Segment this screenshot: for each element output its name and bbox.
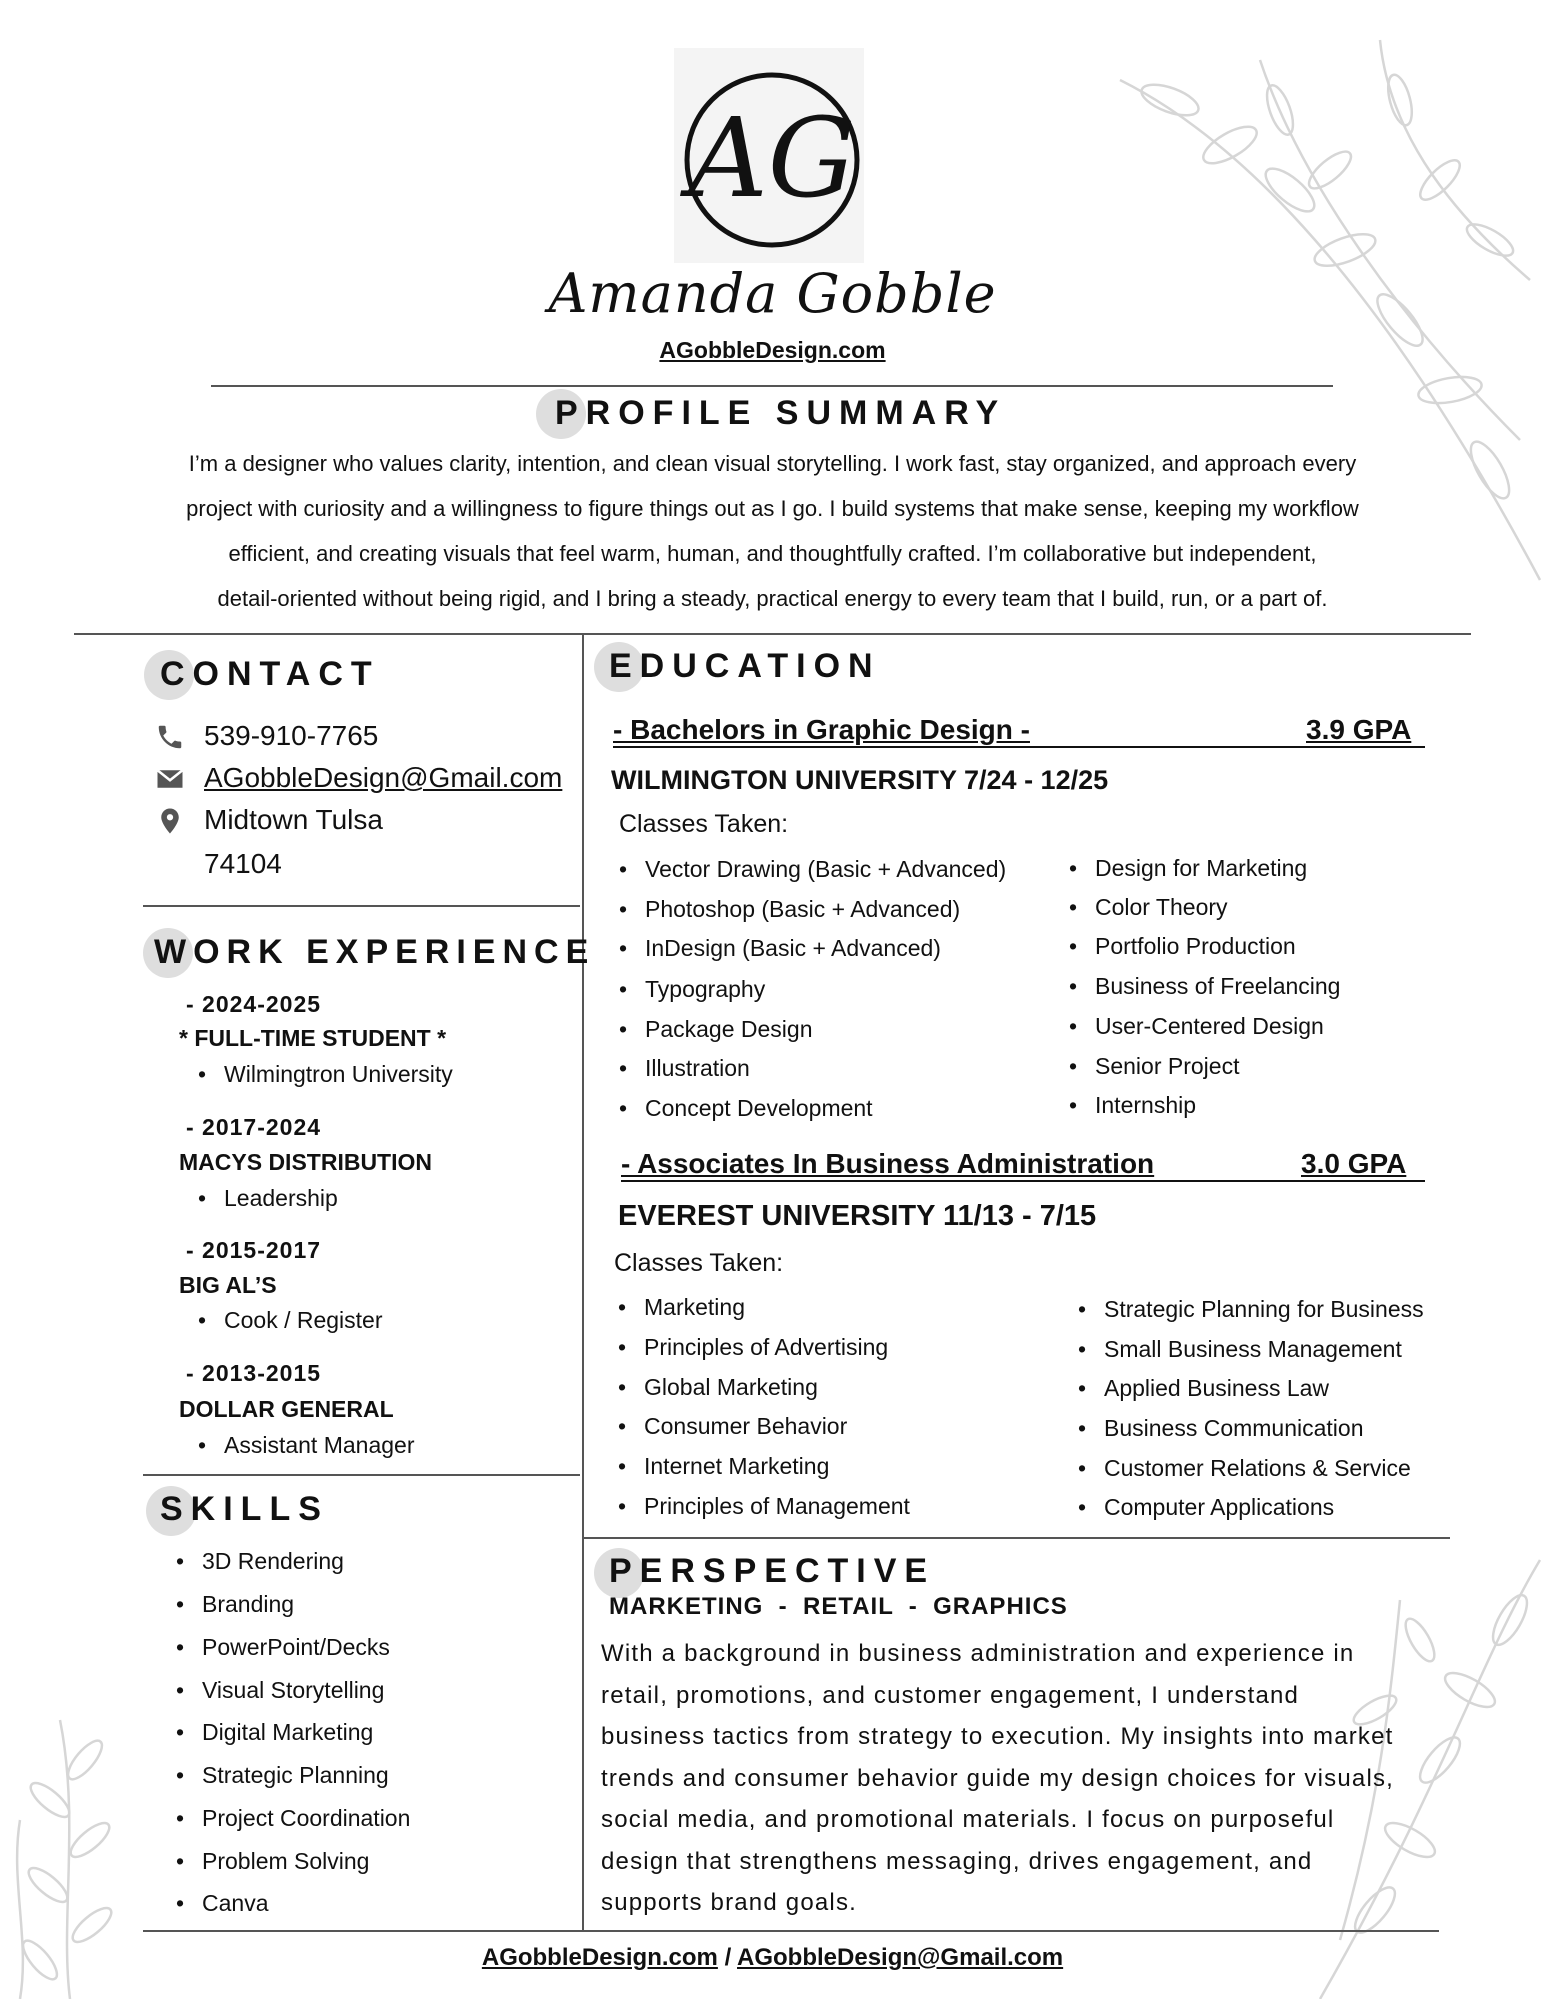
phone-icon: [155, 722, 185, 752]
skill-item: • 3D Rendering: [176, 1548, 344, 1575]
contact-divider: [143, 905, 580, 907]
work-divider: [143, 1474, 580, 1476]
skill-item: • Visual Storytelling: [176, 1677, 384, 1704]
course-item: • Photoshop (Basic + Advanced): [619, 896, 960, 923]
course-item: • Global Marketing: [618, 1374, 818, 1401]
classes-label: Classes Taken:: [619, 810, 789, 838]
footer: [0, 1944, 1545, 1972]
job-years: - 2017-2024: [186, 1114, 322, 1140]
location-pin-icon: [155, 806, 185, 836]
job-years: - 2015-2017: [186, 1237, 322, 1263]
header-divider: [211, 385, 1333, 387]
course-item: • Vector Drawing (Basic + Advanced): [619, 856, 1006, 883]
job-detail: • Cook / Register: [198, 1307, 383, 1334]
profile-summary-heading: PROFILE SUMMARY: [555, 394, 1007, 432]
classes-label: Classes Taken:: [614, 1249, 784, 1277]
job-detail: • Leadership: [198, 1185, 338, 1212]
degree-underline: [613, 746, 1425, 748]
footer-separator: /: [724, 1944, 732, 1971]
job-years: - 2024-2025: [186, 991, 322, 1017]
course-item: • Small Business Management: [1078, 1336, 1402, 1363]
work-experience-heading: WORK EXPERIENCE: [154, 933, 596, 971]
degree-gpa: 3.0 GPA: [1301, 1148, 1407, 1179]
footer-email-link[interactable]: AGobbleDesign@Gmail.com: [737, 1944, 1064, 1971]
skill-item: • Problem Solving: [176, 1848, 369, 1875]
course-item: • Applied Business Law: [1078, 1375, 1329, 1402]
course-item: • Business Communication: [1078, 1415, 1364, 1442]
skill-item: • Strategic Planning: [176, 1762, 389, 1789]
course-item: • Computer Applications: [1078, 1494, 1334, 1521]
location-line-1: Midtown Tulsa: [204, 804, 383, 835]
education-divider: [584, 1537, 1450, 1539]
course-item: • Internship: [1069, 1092, 1196, 1119]
job-detail: • Assistant Manager: [198, 1432, 414, 1459]
perspective-heading: PERSPECTIVE: [609, 1552, 936, 1590]
course-item: • Package Design: [619, 1016, 813, 1043]
course-item: • User-Centered Design: [1069, 1013, 1324, 1040]
logo-mark: [674, 48, 864, 263]
course-item: • Senior Project: [1069, 1053, 1239, 1080]
mail-icon: [155, 764, 185, 794]
phone-number: 539-910-7765: [204, 720, 379, 751]
course-item: • Typography: [619, 976, 765, 1003]
course-item: • Business of Freelancing: [1069, 973, 1340, 1000]
degree-title: - Associates In Business Administration: [621, 1148, 1155, 1179]
person-name: Amanda Gobble: [548, 262, 997, 325]
course-item: • Marketing: [618, 1294, 745, 1321]
location-line-2: 74104: [204, 848, 282, 879]
course-item: • Principles of Management: [618, 1493, 910, 1520]
profile-summary-text: I’m a designer who values clarity, intention, and clean visual storytelling. I work fast, stay organized, and approach every project with curiosity and a willingness to figure things out as I go. I build systems that make sense, keeping my workflow efficient, and creating visuals that feel warm, human, and thoughtfully crafted. I’m collaborative but independent, detail-oriented without being rigid, and I bring a steady, practical energy to every team that I build, run, or a part of.: [186, 451, 1359, 611]
job-title: BIG AL’S: [179, 1272, 277, 1298]
job-title: * FULL-TIME STUDENT *: [179, 1025, 447, 1051]
svg-text:AG: AG: [688, 94, 856, 222]
job-title: MACYS DISTRIBUTION: [179, 1149, 432, 1175]
course-item: • Concept Development: [619, 1095, 873, 1122]
website-link[interactable]: AGobbleDesign.com: [659, 337, 886, 363]
skill-item: • PowerPoint/Decks: [176, 1634, 390, 1661]
summary-divider: [74, 633, 1471, 635]
job-detail: • Wilmingtron University: [198, 1061, 453, 1088]
job-years: - 2013-2015: [186, 1360, 322, 1386]
perspective-subheading: MARKETING - RETAIL - GRAPHICS: [609, 1593, 1068, 1620]
course-item: • Portfolio Production: [1069, 933, 1296, 960]
course-item: • Principles of Advertising: [618, 1334, 888, 1361]
contact-heading: CONTACT: [160, 655, 380, 693]
job-title: DOLLAR GENERAL: [179, 1396, 394, 1422]
skills-heading: SKILLS: [160, 1490, 329, 1528]
course-item: • Strategic Planning for Business: [1078, 1296, 1424, 1323]
course-item: • Customer Relations & Service: [1078, 1455, 1411, 1482]
skill-item: • Digital Marketing: [176, 1719, 373, 1746]
school-name: EVEREST UNIVERSITY 11/13 - 7/15: [618, 1200, 1097, 1232]
logo: [674, 48, 864, 263]
email-link[interactable]: AGobbleDesign@Gmail.com: [204, 762, 563, 793]
course-item: • InDesign (Basic + Advanced): [619, 935, 941, 962]
skill-item: • Branding: [176, 1591, 294, 1618]
column-divider: [582, 634, 584, 1930]
degree-title: - Bachelors in Graphic Design -: [613, 714, 1030, 745]
degree-underline: [621, 1180, 1425, 1182]
course-item: • Consumer Behavior: [618, 1413, 847, 1440]
course-item: • Illustration: [619, 1055, 750, 1082]
degree-gpa: 3.9 GPA: [1306, 714, 1412, 745]
school-name: WILMINGTON UNIVERSITY 7/24 - 12/25: [611, 765, 1109, 795]
course-item: • Color Theory: [1069, 894, 1228, 921]
skill-item: • Project Coordination: [176, 1805, 410, 1832]
skill-item: • Canva: [176, 1890, 268, 1917]
course-item: • Design for Marketing: [1069, 855, 1307, 882]
course-item: • Internet Marketing: [618, 1453, 829, 1480]
perspective-text: With a background in business administration and experience in retail, promotions, and customer engagement, I understand business tactics from strategy to execution. My insights into market trends and consumer behavior guide my design choices for visuals, social media, and promotional materials. I focus on purposeful design that strengthens messaging, drives engagement, and supports brand goals.: [601, 1640, 1395, 1916]
footer-divider: [143, 1930, 1439, 1932]
footer-website-link[interactable]: AGobbleDesign.com: [481, 1944, 718, 1971]
education-heading: EDUCATION: [609, 647, 881, 685]
